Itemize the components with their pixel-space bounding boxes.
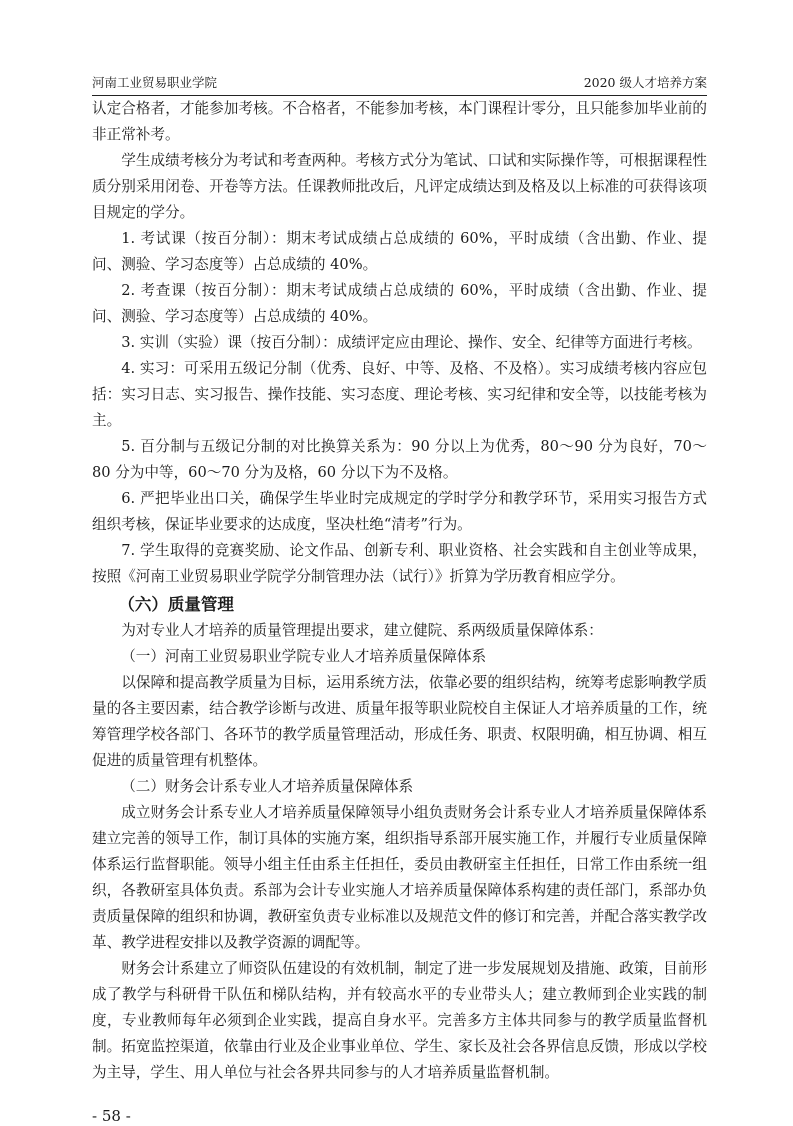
paragraph: 6. 严把毕业出口关，确保学生毕业时完成规定的学时学分和教学环节，采用实习报告方式组织考核，保证毕业要求的达成度，坚决杜绝“清考”行为。 [92,490,707,533]
paragraph: 认定合格者，才能参加考核。不合格者，不能参加考核，本门课程计零分，且只能参加毕业前的非正常补考。 [92,100,707,143]
paragraph: 5. 百分制与五级记分制的对比换算关系为：90 分以上为优秀，80～90 分为良好，70～80 分为中等，60～70 分为及格，60 分以下为不及格。 [92,438,707,481]
paragraph: 学生成绩考核分为考试和考查两种。考核方式分为笔试、口试和实际操作等，可根据课程性质分别采用闭卷、开卷等方法。任课教师批改后，凡评定成绩达到及格及以上标准的可获得该项目规定的学分。 [92,152,707,221]
page-body [92,96,707,1086]
paragraph: 1. 考试课（按百分制）：期末考试成绩占总成绩的 60%，平时成绩（含出勤、作业、提问、测验、学习态度等）占总成绩的 40%。 [92,230,707,273]
paragraph: 2. 考查课（按百分制）：期末考试成绩占总成绩的 60%，平时成绩（含出勤、作业、提问、测验、学习态度等）占总成绩的 40%。 [92,282,707,325]
paragraph: 4. 实习：可采用五级记分制（优秀、良好、中等、及格、不及格）。实习成绩考核内容应包括：实习日志、实习报告、操作技能、实习态度、理论考核、实习纪律和安全等，以技能考核为主。 [92,360,707,429]
quality-management-section [92,618,707,1086]
section-heading: （六）质量管理 [118,595,234,614]
paragraph: （一）河南工业贸易职业学院专业人才培养质量保障体系 [121,648,487,665]
header-institution: 河南工业贸易职业学院 [92,75,218,90]
paragraph: （二）财务会计系专业人才培养质量保障体系 [121,778,414,795]
paragraph: 财务会计系建立了师资队伍建设的有效机制，制定了进一步发展规划及措施、政策，目前形成了教学与科研骨干队伍和梯队结构，并有较高水平的专业带头人；建立教师到企业实践的制度，专业教师每年必须到企业实践，提高自身水平。完善多方主体共同参与的教学质量监督机制。拓宽监控渠道，依靠由行业及企业事业单位、学生、家长及社会各界信息反馈，形成以学校为主导，学生、用人单位与社会各界共同参与的人才培养质量监督机制。 [92,960,707,1081]
page-sheet [92,0,707,1126]
assessment-section [92,96,707,590]
paragraph: 3. 实训（实验）课（按百分制）：成绩评定应由理论、操作、安全、纪律等方面进行考核。 [121,334,702,351]
paragraph: 为对专业人才培养的质量管理提出要求，建立健院、系两级质量保障体系： [121,622,603,639]
paragraph: 成立财务会计系专业人才培养质量保障领导小组负责财务会计系专业人才培养质量保障体系建立完善的领导工作，制订具体的实施方案，组织指导系部开展实施工作，并履行专业质量保障体系运行监督职能。领导小组主任由系主任担任，委员由教研室主任担任，日常工作由系统一组织，各教研室具体负责。系部为会计专业实施人才培养质量保障体系构建的责任部门，系部办负责质量保障的组织和协调，教研室负责专业标准以及规范文件的修订和完善，并配合落实教学改革、教学进程安排以及教学资源的调配等。 [92,804,707,951]
header-document-title: 2020 级人才培养方案 [583,75,707,90]
page-header [92,73,707,93]
paragraph: 7. 学生取得的竞赛奖励、论文作品、创新专利、职业资格、社会实践和自主创业等成果，按照《河南工业贸易职业学院学分制管理办法（试行）》折算为学历教育相应学分。 [92,542,707,585]
page-number: - 58 - [92,1107,131,1125]
paragraph: 以保障和提高教学质量为目标，运用系统方法，依靠必要的组织结构，统筹考虑影响教学质量的各主要因素，结合教学诊断与改进、质量年报等职业院校自主保证人才培养质量的工作，统筹管理学校各部门、各环节的教学质量管理活动，形成任务、职责、权限明确，相互协调、相互促进的质量管理有机整体。 [92,674,707,769]
